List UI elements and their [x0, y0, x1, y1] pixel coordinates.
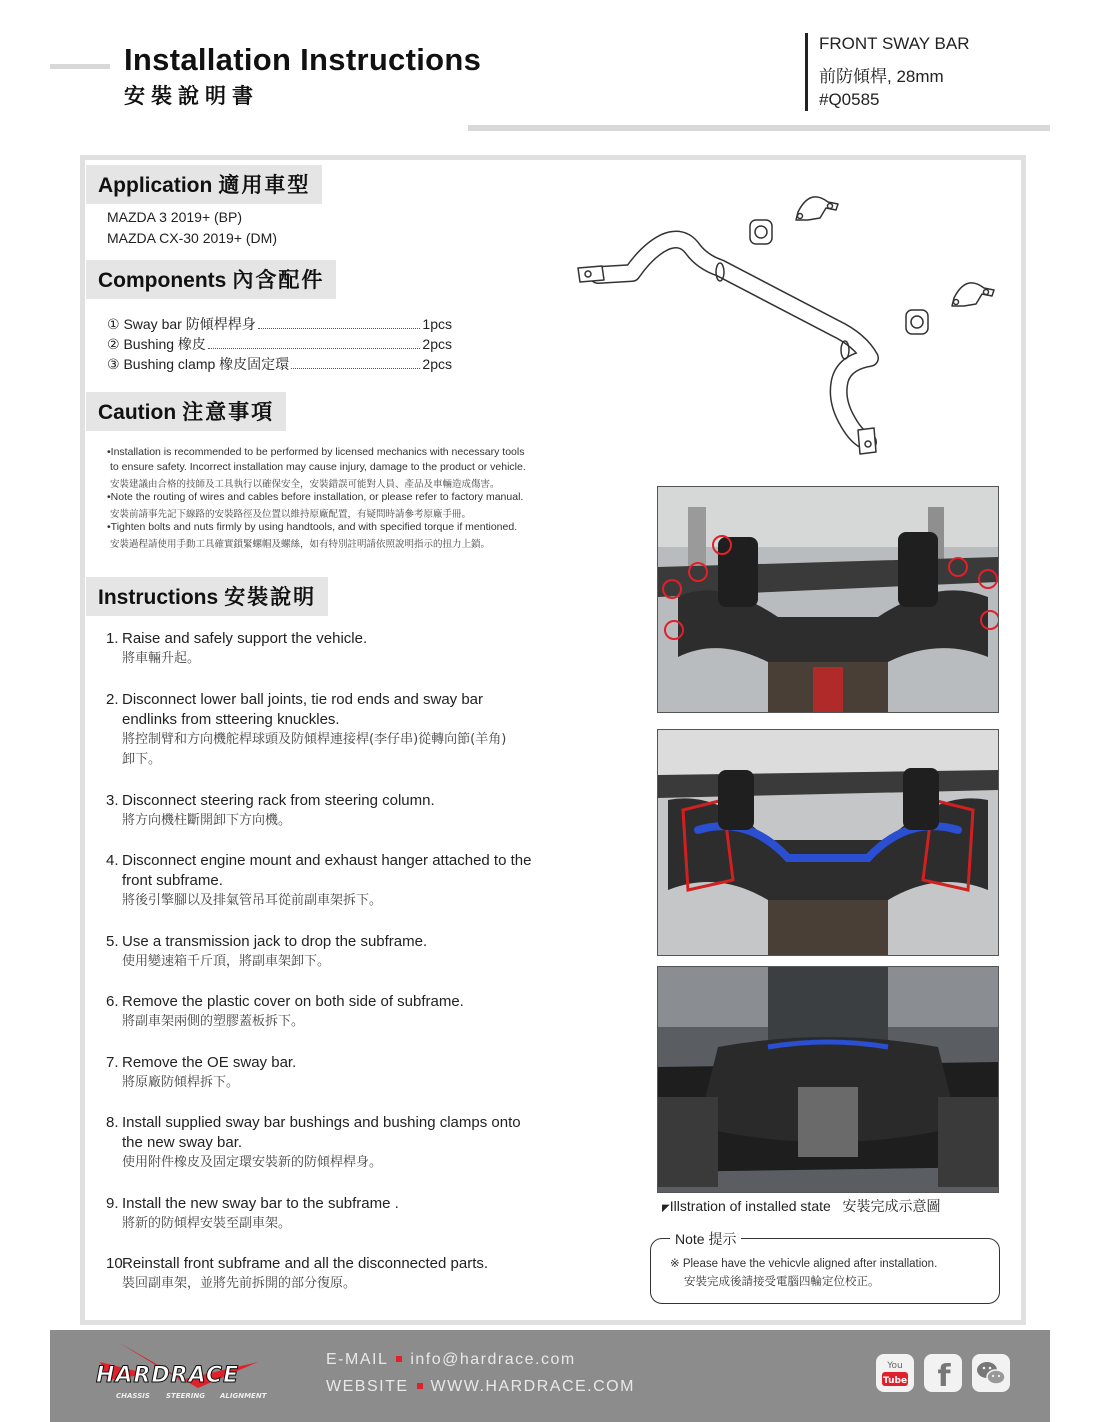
- instruction-step: 2. Disconnect lower ball joints, tie rod ends and sway bar endlinks from stteering knuckles. 將控制臂和方向機舵桿球頭及防傾桿連接桿(李仔串)從轉向節(羊角) 卸下。: [106, 691, 507, 767]
- caution-line: 安裝過程請使用手動工具確實鎖緊螺帽及螺絲，如有特別註明請依照說明指示的扭力上鎖。: [110, 539, 491, 550]
- instruction-step: 10.Reinstall front subframe and all the disconnected parts. 裝回副車架，並將先前拆開的部分復原。: [106, 1255, 489, 1291]
- brand-text: HARDRACE: [96, 1363, 240, 1388]
- caution-line: •Note the routing of wires and cables before installation, or please refer to factory manual.: [107, 491, 524, 503]
- page-title-zh: 安裝說明書: [124, 83, 259, 108]
- instruction-step: 9. Install the new sway bar to the subframe . 將新的防傾桿安裝至副車架。: [106, 1195, 399, 1231]
- instruction-step: 4. Disconnect engine mount and exhaust hanger attached to the front subframe. 將後引擎腳以及排氣管吊耳從前副車架拆下。: [106, 852, 532, 908]
- photo-subframe-removed: [657, 486, 999, 713]
- facebook-icon[interactable]: [924, 1354, 962, 1392]
- footer-email[interactable]: E-MAIL info@hardrace.com: [326, 1351, 576, 1368]
- sway-bar-illustration: [570, 180, 1010, 460]
- brand-tagline: STEERING: [166, 1392, 205, 1400]
- caution-line: 安裝建議由合格的技師及工具執行以確保安全，安裝錯誤可能對人員、產品及車輛造成傷害。: [110, 479, 500, 490]
- caution-line: 安裝前請事先記下線路的安裝路徑及位置以維持原廠配置，有疑問時請參考原廠手冊。: [110, 509, 472, 520]
- instruction-step: 5. Use a transmission jack to drop the subframe. 使用變速箱千斤頂，將副車架卸下。: [106, 933, 428, 969]
- caution-line: •Installation is recommended to be performed by licensed mechanics with necessary tools: [107, 446, 525, 458]
- vehicle-item: MAZDA 3 2019+ (BP): [107, 209, 243, 225]
- component-item: ③ Bushing clamp 橡皮固定環 2pcs: [107, 356, 452, 372]
- caution-heading: Caution 注意事項: [86, 392, 286, 431]
- instruction-step: 1. Raise and safely support the vehicle. 將車輛升起。: [106, 630, 368, 666]
- instructions-heading: Instructions 安裝說明: [86, 577, 328, 616]
- page-title: Installation Instructions: [124, 42, 482, 77]
- instruction-step: 3. Disconnect steering rack from steering column. 將方向機柱斷開卸下方向機。: [106, 792, 435, 828]
- photo-swaybar-installed: [657, 729, 999, 956]
- youtube-icon-text-bottom: Tube: [882, 1376, 908, 1386]
- product-name: FRONT SWAY BAR: [819, 34, 970, 53]
- caution-line: •Tighten bolts and nuts firmly by using handtools, and with specified torque if mentioned.: [107, 521, 518, 533]
- header-divider: [805, 33, 808, 111]
- photo-caption: ◤Illstration of installed state 安裝完成示意圖: [662, 1198, 941, 1214]
- wechat-icon[interactable]: [972, 1354, 1010, 1392]
- components-heading: Components 內含配件: [86, 260, 336, 299]
- brand-tagline: CHASSIS: [116, 1392, 150, 1400]
- note-title: Note 提示: [670, 1229, 741, 1249]
- footer-website[interactable]: WEBSITE WWW.HARDRACE.COM: [326, 1378, 635, 1395]
- youtube-icon-text-top: You: [887, 1361, 903, 1371]
- svg-text:f: f: [937, 1359, 951, 1392]
- product-name-zh: 前防傾桿, 28mm: [819, 67, 944, 86]
- youtube-icon[interactable]: [876, 1354, 914, 1392]
- component-item: ② Bushing 橡皮 2pcs: [107, 336, 452, 352]
- caution-line: to ensure safety. Incorrect installation may cause injury, damage to the product or vehicle.: [110, 461, 526, 473]
- component-item: ① Sway bar 防傾桿桿身 1pcs: [107, 316, 452, 332]
- part-number: #Q0585: [819, 90, 880, 109]
- vehicle-item: MAZDA CX-30 2019+ (DM): [107, 230, 277, 246]
- note-text-zh: 安裝完成後請接受電腦四輪定位校正。: [684, 1276, 880, 1288]
- note-text: ※ Please have the vehicvle aligned after installation.: [670, 1258, 938, 1270]
- photo-installed-state: [657, 966, 999, 1193]
- application-heading: Application 適用車型: [86, 165, 322, 204]
- instruction-step: 8. Install supplied sway bar bushings and bushing clamps onto the new sway bar. 使用附件橡皮及固定環安裝新的防傾桿桿身。: [106, 1114, 521, 1170]
- instruction-step: 6. Remove the plastic cover on both side of subframe. 將副車架兩側的塑膠蓋板拆下。: [106, 993, 464, 1029]
- hardrace-logo: [88, 1340, 288, 1404]
- header-rule: [468, 125, 1050, 131]
- header-accent-line: [50, 64, 110, 69]
- instruction-step: 7. Remove the OE sway bar. 將原廠防傾桿拆下。: [106, 1054, 297, 1090]
- brand-tagline: ALIGNMENT: [220, 1392, 267, 1400]
